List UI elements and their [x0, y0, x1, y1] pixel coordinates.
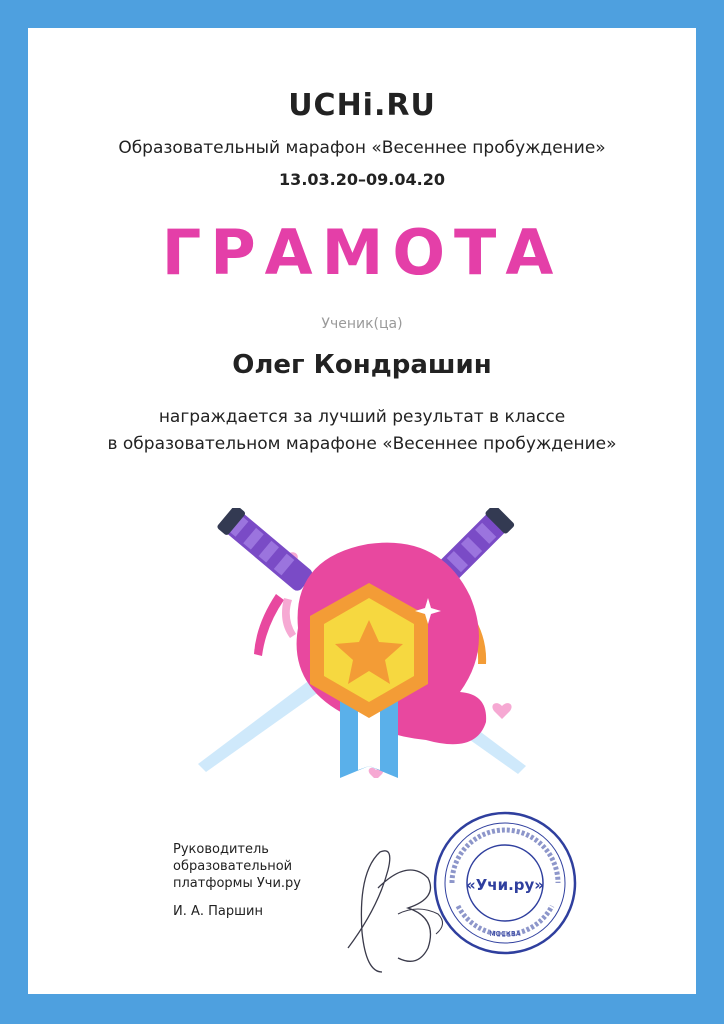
award-line-1: награждается за лучший результат в классе [158, 407, 566, 427]
heart-icon [492, 703, 511, 719]
award-text [28, 404, 696, 458]
award-line-2: в образовательном марафоне «Весеннее пробуждение» [107, 434, 617, 454]
medal-emblem-icon [188, 508, 528, 778]
marathon-title: Образовательный марафон «Весеннее пробуждение» [118, 138, 606, 158]
signatory-position-line-1: Руководитель [173, 842, 269, 857]
signatory-position-line-2: образовательной [173, 859, 293, 874]
certificate-sheet [28, 28, 696, 994]
certificate-title: ГРАМОТА [161, 216, 563, 289]
signatory-name: И. А. Паршин [173, 904, 263, 919]
stamp-center-text: «Учи.ру» [466, 876, 544, 894]
recipient-name: Олег Кондрашин [232, 350, 492, 380]
recipient-role: Ученик(ца) [321, 316, 403, 332]
signatory-position-line-3: платформы Учи.ру [173, 876, 302, 891]
uchi-ru-logo: UCHi.RU [288, 88, 436, 123]
stamp-city-text: МОСКВА [489, 930, 521, 938]
company-stamp [430, 808, 580, 958]
marathon-dates: 13.03.20–09.04.20 [279, 170, 445, 189]
